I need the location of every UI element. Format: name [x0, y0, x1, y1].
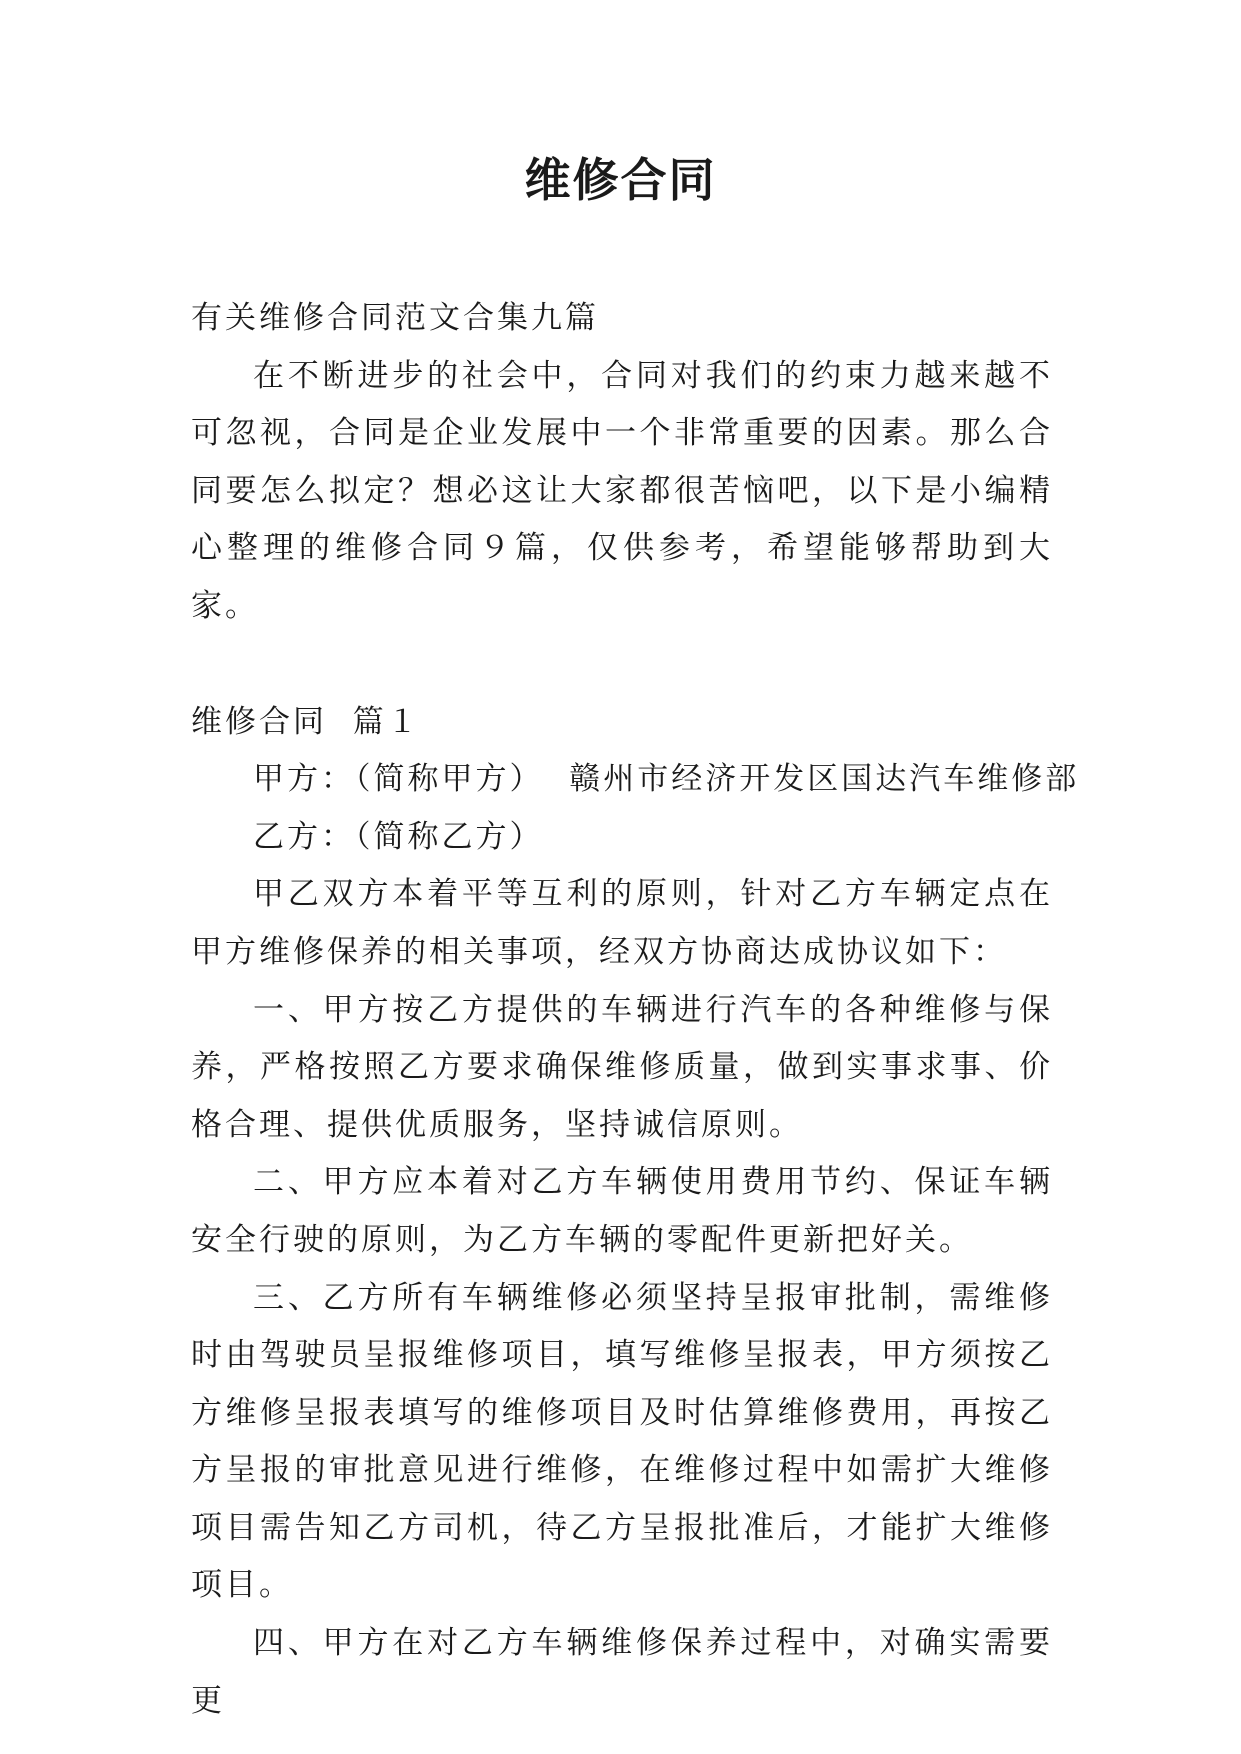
- document-body: [191, 290, 1080, 1730]
- clause-3-paragraph: 三、乙方所有车辆维修必须坚持呈报审批制，需维修时由驾驶员呈报维修项目，填写维修呈报表，甲方须按乙方维修呈报表填写的维修项目及时估算维修费用，再按乙方呈报的审批意见进行维修，在维修过程中如需扩大维修项目需告知乙方司机，待乙方呈报批准后，才能扩大维修项目。: [191, 1279, 1053, 1604]
- preamble-paragraph: 甲乙双方本着平等互利的原则，针对乙方车辆定点在甲方维修保养的相关事项，经双方协商达成协议如下：: [191, 876, 1053, 970]
- clause-1-paragraph: 一、甲方按乙方提供的车辆进行汽车的各种维修与保养，严格按照乙方要求确保维修质量，做到实事求事、价格合理、提供优质服务，坚持诚信原则。: [191, 991, 1053, 1143]
- document-subtitle: 有关维修合同范文合集九篇: [191, 300, 599, 336]
- section-heading: 维修合同 篇１: [191, 703, 421, 740]
- party-a-line: 甲方：（简称甲方） 赣州市经济开发区国达汽车维修部: [253, 761, 1080, 798]
- clause-2-paragraph: 二、甲方应本着对乙方车辆使用费用节约、保证车辆安全行驶的原则，为乙方车辆的零配件更新把好关。: [191, 1164, 1053, 1258]
- clause-4-paragraph: 四、甲方在对乙方车辆维修保养过程中，对确实需要更: [191, 1625, 1053, 1719]
- document-title: 维修合同: [524, 153, 717, 207]
- section-spacer: [191, 636, 1053, 694]
- party-b-line: 乙方：（简称乙方）: [253, 818, 544, 855]
- intro-paragraph: 在不断进步的社会中，合同对我们的约束力越来越不可忽视，合同是企业发展中一个非常重要的因素。那么合同要怎么拟定？想必这让大家都很苦恼吧，以下是小编精心整理的维修合同９篇，仅供参考，希望能够帮助到大家。: [191, 357, 1053, 624]
